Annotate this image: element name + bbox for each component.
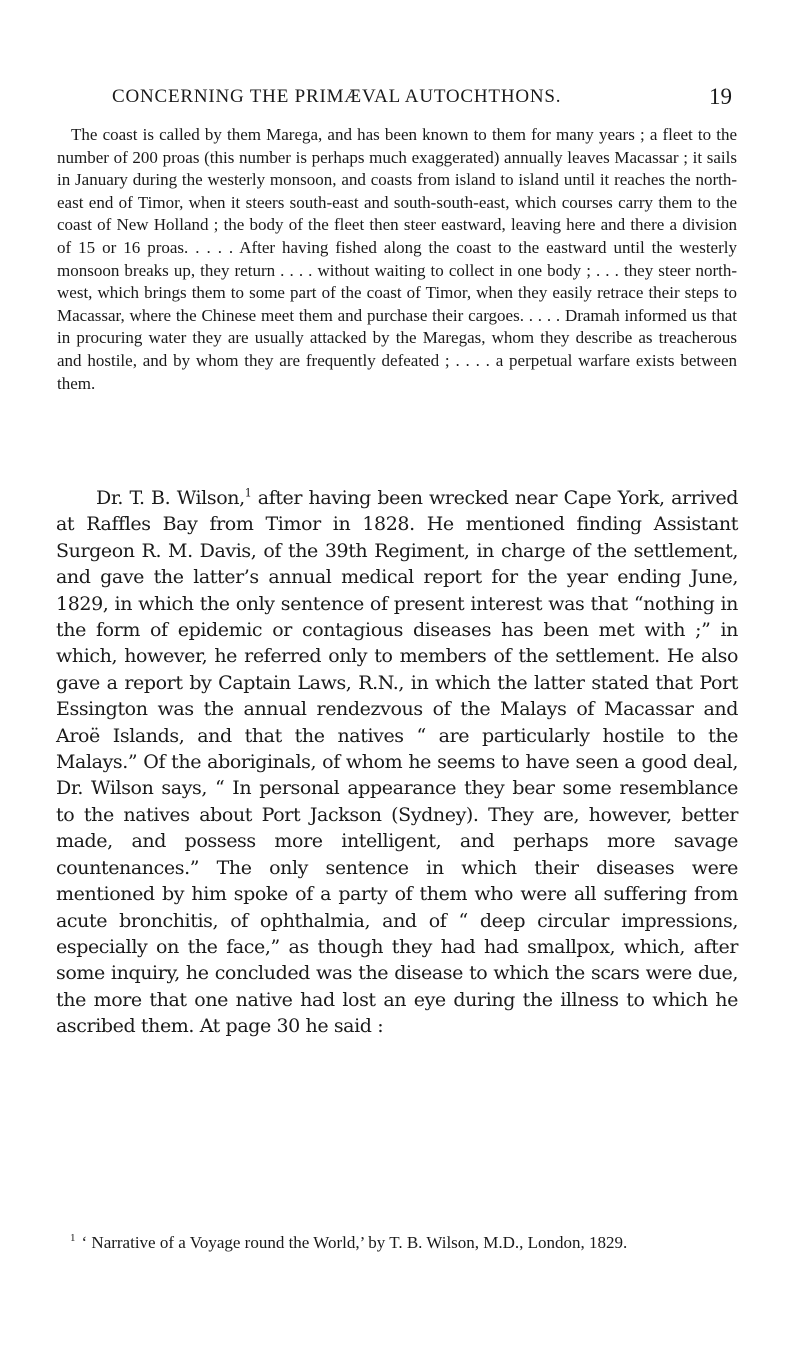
running-head bbox=[112, 86, 732, 110]
paragraph-lead: Dr. T. B. Wilson, bbox=[96, 487, 245, 509]
footnote-marker: 1 bbox=[70, 1232, 76, 1245]
footnote bbox=[56, 1232, 738, 1253]
page-number: 19 bbox=[709, 84, 732, 109]
footnote-text: ‘ Narrative of a Voyage round the World,’ by T. B. Wilson, M.D., London, 1829. bbox=[81, 1233, 628, 1252]
chapter-title: CONCERNING THE PRIMÆVAL AUTOCHTHONS. bbox=[112, 86, 562, 107]
footnote-reference: 1 bbox=[244, 486, 252, 500]
paragraph-text: after having been wrecked near Cape York, arrived at Raffles Bay from Timor in 1828. He mentioned finding Assistant Surgeon R. M. Davis, of the 39th Regiment, in charge of the settlement, and gave the latter’s annual medical report for the year ending June, 1829, in which the only sentence of present interest was that “nothing in the form of epidemic or contagious diseases has been met with ;” in which, however, he referred only to members of the settlement. He also gave a report by Captain Laws, R.N., in which the latter stated that Port Essington was the annual rendezvous of the Malays of Macassar and Aroë Islands, and that the natives “ are particularly hostile to the Malays.” Of the aboriginals, of whom he seems to have seen a good deal, Dr. Wilson says, “ In personal appearance they bear some resemblance to the natives about Port Jackson (Sydney). They are, however, better made, and possess more intelligent, and perhaps more savage countenances.” The only sentence in which their diseases were mentioned by him spoke of a party of them who were all suffering from acute bronchitis, of ophthalmia, and of “ deep circular impressions, especially on the face,” as though they had had smallpox, which, after some inquiry, he concluded was the disease to which the scars were due, the more that one native had lost an eye during the illness to which he ascribed them. At page 30 he said : bbox=[56, 487, 738, 1038]
quoted-passage: The coast is called by them Marega, and has been known to them for many years ; a fleet to the number of 200 proas (this number is perhaps much exaggerated) annually leaves Macassar ; it sails in January during the westerly monsoon, and coasts from island to island until it reaches the north-east end of Timor, when it steers south-east and south-south-east, which courses carry them to the coast of New Holland ; the body of the fleet then steer eastward, leaving here and there a division of 15 or 16 proas. . . . . After having fished along the coast to the eastward until the westerly monsoon breaks up, they return . . . . without waiting to collect in one body ; . . . they steer north-west, which brings them to some part of the coast of Timor, when they easily retrace their steps to Macassar, where the Chinese meet them and purchase their cargoes. . . . . Dramah informed us that in procuring water they are usually attacked by the Maregas, whom they describe as treacherous and hostile, and by whom they are frequently defeated ; . . . . a perpetual warfare exists between them. bbox=[57, 125, 737, 393]
main-paragraph bbox=[56, 485, 738, 1040]
